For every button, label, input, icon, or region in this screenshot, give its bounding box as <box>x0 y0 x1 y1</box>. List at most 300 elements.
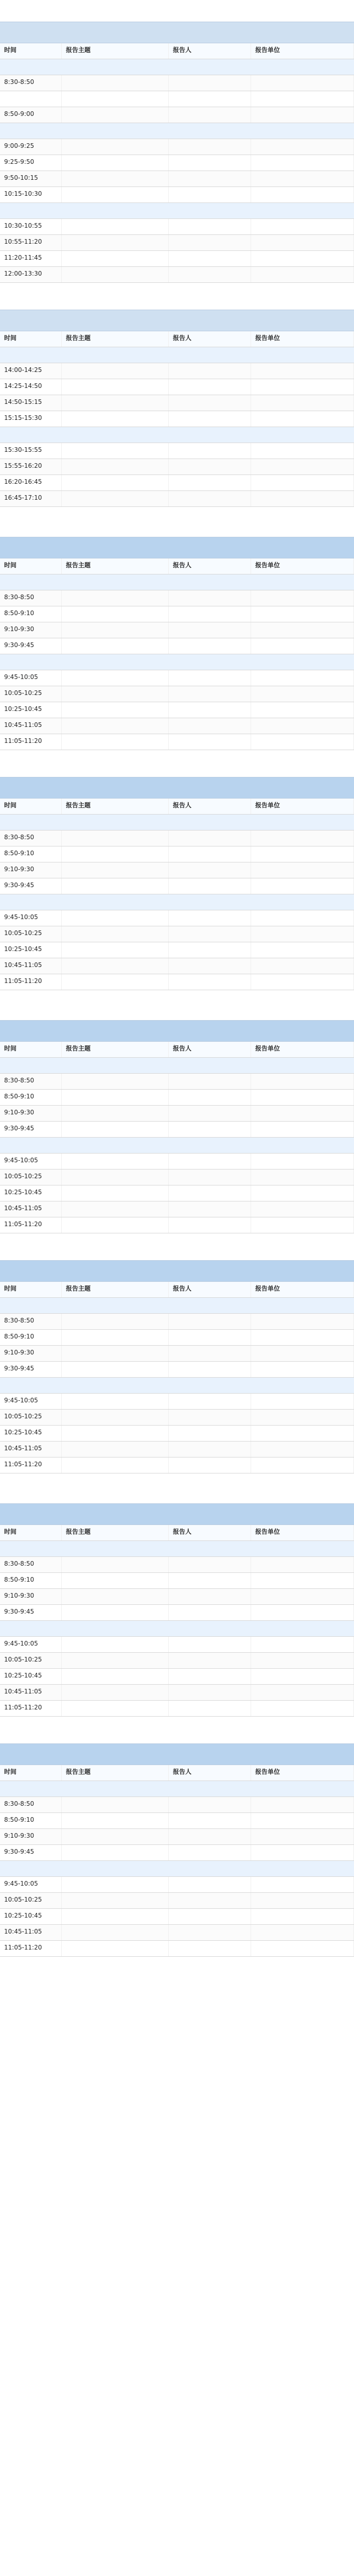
table-header-cell: 报告主题 <box>62 43 169 59</box>
row-time: 11:05-11:20 <box>0 1458 62 1473</box>
section-gap <box>0 1233 354 1239</box>
row-time: 10:05-10:25 <box>0 1893 62 1908</box>
row-time: 8:50-9:10 <box>0 1813 62 1828</box>
session-subheader <box>0 1541 354 1557</box>
table-header-cell: 报告单位 <box>251 1042 354 1057</box>
row-unit <box>251 1410 354 1425</box>
row-unit <box>251 1797 354 1812</box>
session-subheader-text <box>0 59 354 75</box>
row-time: 9:25-9:50 <box>0 155 62 171</box>
schedule-section <box>0 1722 354 1965</box>
row-time: 9:10-9:30 <box>0 1829 62 1844</box>
row-time: 10:05-10:25 <box>0 1653 62 1668</box>
row-speaker <box>169 1701 251 1716</box>
table-header-cell: 报告人 <box>169 799 251 814</box>
table-row <box>0 1330 354 1346</box>
row-time: 11:20-11:45 <box>0 251 62 266</box>
table-row <box>0 139 354 155</box>
table-header-cell: 报告主题 <box>62 799 169 814</box>
table-header-cell: 报告人 <box>169 1525 251 1540</box>
row-unit <box>251 686 354 702</box>
row-topic <box>62 1893 169 1908</box>
row-time: 9:30-9:45 <box>0 1845 62 1860</box>
table-header-cell: 时间 <box>0 1282 62 1297</box>
row-speaker <box>169 251 251 266</box>
row-speaker <box>169 459 251 474</box>
session-subheader-text <box>0 894 354 910</box>
row-time: 9:45-10:05 <box>0 1394 62 1409</box>
session-subheader-text <box>0 347 354 363</box>
row-time: 9:30-9:45 <box>0 1122 62 1137</box>
row-time: 10:25-10:45 <box>0 1185 62 1201</box>
table-row <box>0 1893 354 1909</box>
table-row <box>0 1122 354 1138</box>
row-topic <box>62 1090 169 1105</box>
row-unit <box>251 1426 354 1441</box>
row-unit <box>251 718 354 734</box>
session-subheader <box>0 1298 354 1314</box>
table-header-cell: 报告主题 <box>62 1525 169 1540</box>
session-band <box>0 310 354 331</box>
row-speaker <box>169 395 251 411</box>
row-time: 10:05-10:25 <box>0 1410 62 1425</box>
row-unit <box>251 1637 354 1652</box>
row-time: 10:45-11:05 <box>0 718 62 734</box>
row-unit <box>251 1442 354 1457</box>
row-unit <box>251 910 354 926</box>
date-line <box>0 998 354 1020</box>
row-time: 8:30-8:50 <box>0 1314 62 1329</box>
session-subheader-text <box>0 1621 354 1636</box>
row-speaker <box>169 1185 251 1201</box>
row-speaker <box>169 942 251 958</box>
row-topic <box>62 1458 169 1473</box>
row-time: 10:15-10:30 <box>0 187 62 202</box>
row-speaker <box>169 1122 251 1137</box>
row-time: 9:45-10:05 <box>0 1637 62 1652</box>
row-speaker <box>169 379 251 395</box>
row-time: 10:25-10:45 <box>0 702 62 718</box>
row-unit <box>251 878 354 894</box>
row-speaker <box>169 267 251 282</box>
row-topic <box>62 1426 169 1441</box>
table-row <box>0 251 354 267</box>
session-subheader <box>0 1621 354 1637</box>
row-unit <box>251 1557 354 1572</box>
table-row <box>0 91 354 107</box>
row-unit <box>251 1845 354 1860</box>
table-header-cell: 报告主题 <box>62 1765 169 1781</box>
row-unit <box>251 187 354 202</box>
row-unit <box>251 411 354 427</box>
row-speaker <box>169 974 251 990</box>
row-unit <box>251 1090 354 1105</box>
table-row <box>0 686 354 702</box>
row-unit <box>251 1573 354 1588</box>
row-time: 16:45-17:10 <box>0 491 62 506</box>
row-topic <box>62 606 169 622</box>
row-topic <box>62 139 169 155</box>
row-topic <box>62 1909 169 1924</box>
session-subheader <box>0 347 354 363</box>
schedule-section <box>0 515 354 755</box>
row-topic <box>62 846 169 862</box>
row-time: 9:10-9:30 <box>0 862 62 878</box>
row-speaker <box>169 926 251 942</box>
row-unit <box>251 1653 354 1668</box>
row-topic <box>62 491 169 506</box>
table-row <box>0 1442 354 1458</box>
section-gap <box>0 750 354 755</box>
row-speaker <box>169 1362 251 1377</box>
row-speaker <box>169 1637 251 1652</box>
table-row <box>0 1426 354 1442</box>
table-row <box>0 363 354 379</box>
table-header-cell: 报告人 <box>169 1042 251 1057</box>
row-speaker <box>169 1090 251 1105</box>
session-subheader <box>0 1138 354 1154</box>
table-header-cell: 报告人 <box>169 1282 251 1297</box>
row-unit <box>251 1122 354 1137</box>
table-row <box>0 926 354 942</box>
table-header-cell: 报告主题 <box>62 1042 169 1057</box>
table-row <box>0 942 354 958</box>
table-row <box>0 395 354 411</box>
table-header <box>0 1282 354 1298</box>
row-speaker <box>169 1893 251 1908</box>
row-topic <box>62 1201 169 1217</box>
row-speaker <box>169 1925 251 1940</box>
row-speaker <box>169 1845 251 1860</box>
table-header <box>0 1525 354 1541</box>
row-unit <box>251 958 354 974</box>
row-unit <box>251 846 354 862</box>
table-row <box>0 379 354 395</box>
row-topic <box>62 1589 169 1604</box>
table-row <box>0 1909 354 1925</box>
row-speaker <box>169 443 251 459</box>
row-unit <box>251 1701 354 1716</box>
row-speaker <box>169 846 251 862</box>
row-time: 10:25-10:45 <box>0 1426 62 1441</box>
row-unit <box>251 491 354 506</box>
schedule-section <box>0 1482 354 1722</box>
row-speaker <box>169 235 251 250</box>
row-time: 11:05-11:20 <box>0 1941 62 1956</box>
row-speaker <box>169 1314 251 1329</box>
session-subheader <box>0 1058 354 1074</box>
row-time: 8:50-9:10 <box>0 1090 62 1105</box>
table-row <box>0 1653 354 1669</box>
row-time: 15:55-16:20 <box>0 459 62 474</box>
row-unit <box>251 395 354 411</box>
row-speaker <box>169 1442 251 1457</box>
row-time: 11:05-11:20 <box>0 974 62 990</box>
row-speaker <box>169 606 251 622</box>
table-row <box>0 1701 354 1717</box>
row-topic <box>62 379 169 395</box>
row-topic <box>62 1653 169 1668</box>
table-row <box>0 638 354 654</box>
row-topic <box>62 862 169 878</box>
row-time: 10:30-10:55 <box>0 219 62 234</box>
row-speaker <box>169 1557 251 1572</box>
session-subheader <box>0 59 354 75</box>
row-speaker <box>169 1106 251 1121</box>
row-time: 8:50-9:10 <box>0 1330 62 1345</box>
table-row <box>0 974 354 990</box>
row-speaker <box>169 1797 251 1812</box>
row-topic <box>62 1669 169 1684</box>
row-time: 10:45-11:05 <box>0 1925 62 1940</box>
row-speaker <box>169 1154 251 1169</box>
row-topic <box>62 958 169 974</box>
session-band <box>0 537 354 558</box>
row-speaker <box>169 1458 251 1473</box>
session-subheader-text <box>0 574 354 590</box>
session-subheader <box>0 123 354 139</box>
table-header-cell: 报告主题 <box>62 1282 169 1297</box>
row-unit <box>251 1314 354 1329</box>
row-topic <box>62 942 169 958</box>
row-topic <box>62 670 169 686</box>
section-gap <box>0 283 354 288</box>
table-row <box>0 219 354 235</box>
schedule-section <box>0 755 354 998</box>
row-topic <box>62 1442 169 1457</box>
row-topic <box>62 702 169 718</box>
table-row <box>0 606 354 622</box>
row-speaker <box>169 91 251 107</box>
row-unit <box>251 1330 354 1345</box>
row-unit <box>251 926 354 942</box>
row-topic <box>62 1346 169 1361</box>
table-row <box>0 590 354 606</box>
session-subheader <box>0 203 354 219</box>
session-subheader-text <box>0 427 354 443</box>
session-subheader-text <box>0 203 354 218</box>
date-line <box>0 1722 354 1743</box>
row-topic <box>62 411 169 427</box>
table-row <box>0 718 354 734</box>
row-speaker <box>169 1394 251 1409</box>
schedule-section <box>0 1239 354 1482</box>
row-unit <box>251 91 354 107</box>
row-time: 9:30-9:45 <box>0 1362 62 1377</box>
table-header-cell: 时间 <box>0 1042 62 1057</box>
row-topic <box>62 155 169 171</box>
row-time: 11:05-11:20 <box>0 734 62 750</box>
row-time: 8:50-9:10 <box>0 606 62 622</box>
row-speaker <box>169 1669 251 1684</box>
row-topic <box>62 395 169 411</box>
row-unit <box>251 219 354 234</box>
row-topic <box>62 443 169 459</box>
table-row <box>0 1314 354 1330</box>
row-time: 14:50-15:15 <box>0 395 62 411</box>
row-time: 8:50-9:00 <box>0 107 62 123</box>
row-topic <box>62 1362 169 1377</box>
row-unit <box>251 1346 354 1361</box>
row-topic <box>62 1941 169 1956</box>
row-topic <box>62 1330 169 1345</box>
table-header-cell: 时间 <box>0 558 62 574</box>
row-time: 14:25-14:50 <box>0 379 62 395</box>
row-speaker <box>169 411 251 427</box>
table-header-cell: 报告单位 <box>251 1525 354 1540</box>
session-subheader <box>0 894 354 910</box>
table-header-cell: 时间 <box>0 43 62 59</box>
row-topic <box>62 459 169 474</box>
row-time: 15:30-15:55 <box>0 443 62 459</box>
table-header-cell: 报告主题 <box>62 331 169 347</box>
section-gap <box>0 1957 354 1965</box>
row-topic <box>62 75 169 91</box>
session-subheader <box>0 1861 354 1877</box>
table-header <box>0 1042 354 1058</box>
row-time: 8:30-8:50 <box>0 1797 62 1812</box>
row-topic <box>62 1605 169 1620</box>
row-time: 15:15-15:30 <box>0 411 62 427</box>
row-topic <box>62 1394 169 1409</box>
session-subheader <box>0 1378 354 1394</box>
row-speaker <box>169 1605 251 1620</box>
row-time: 8:50-9:10 <box>0 846 62 862</box>
table-row <box>0 1217 354 1233</box>
table-row <box>0 958 354 974</box>
table-row <box>0 443 354 459</box>
table-row <box>0 1589 354 1605</box>
session-band <box>0 1503 354 1525</box>
table-header-cell: 报告人 <box>169 331 251 347</box>
date-line <box>0 515 354 537</box>
row-unit <box>251 1877 354 1892</box>
table-row <box>0 670 354 686</box>
row-time: 10:25-10:45 <box>0 1909 62 1924</box>
row-unit <box>251 1201 354 1217</box>
table-row <box>0 1458 354 1473</box>
table-row <box>0 831 354 846</box>
table-row <box>0 1201 354 1217</box>
row-topic <box>62 1813 169 1828</box>
row-unit <box>251 606 354 622</box>
table-row <box>0 1106 354 1122</box>
row-speaker <box>169 155 251 171</box>
date-line <box>0 1482 354 1503</box>
table-header-cell: 报告人 <box>169 1765 251 1781</box>
row-speaker <box>169 171 251 187</box>
row-unit <box>251 267 354 282</box>
row-time: 10:05-10:25 <box>0 1170 62 1185</box>
session-subheader <box>0 574 354 590</box>
table-row <box>0 1605 354 1621</box>
row-unit <box>251 1829 354 1844</box>
table-header-cell: 报告人 <box>169 558 251 574</box>
row-time: 10:45-11:05 <box>0 1685 62 1700</box>
table-row <box>0 75 354 91</box>
row-speaker <box>169 1909 251 1924</box>
row-time: 8:30-8:50 <box>0 75 62 91</box>
table-row <box>0 910 354 926</box>
row-unit <box>251 1154 354 1169</box>
table-header-cell: 报告单位 <box>251 1765 354 1781</box>
row-unit <box>251 1394 354 1409</box>
table-row <box>0 1090 354 1106</box>
row-topic <box>62 1106 169 1121</box>
row-time: 8:30-8:50 <box>0 590 62 606</box>
row-topic <box>62 1845 169 1860</box>
table-row <box>0 491 354 507</box>
row-topic <box>62 910 169 926</box>
table-header-cell: 报告单位 <box>251 558 354 574</box>
schedule-section <box>0 288 354 515</box>
row-unit <box>251 235 354 250</box>
row-speaker <box>169 1653 251 1668</box>
session-subheader-text <box>0 1298 354 1313</box>
row-time: 10:45-11:05 <box>0 1201 62 1217</box>
table-row <box>0 1074 354 1090</box>
table-header-cell: 报告人 <box>169 43 251 59</box>
table-header <box>0 558 354 574</box>
row-speaker <box>169 862 251 878</box>
row-time: 9:10-9:30 <box>0 1589 62 1604</box>
row-speaker <box>169 1217 251 1233</box>
row-speaker <box>169 107 251 123</box>
date-line <box>0 288 354 310</box>
session-band <box>0 777 354 799</box>
row-speaker <box>169 1074 251 1089</box>
table-row <box>0 846 354 862</box>
row-topic <box>62 1154 169 1169</box>
row-unit <box>251 1893 354 1908</box>
date-line <box>0 1239 354 1260</box>
row-time: 9:45-10:05 <box>0 1154 62 1169</box>
row-topic <box>62 974 169 990</box>
row-unit <box>251 1605 354 1620</box>
row-time: 9:10-9:30 <box>0 622 62 638</box>
row-topic <box>62 878 169 894</box>
session-band <box>0 1020 354 1042</box>
row-topic <box>62 590 169 606</box>
row-time: 10:05-10:25 <box>0 686 62 702</box>
row-speaker <box>169 622 251 638</box>
table-row <box>0 187 354 203</box>
table-row <box>0 475 354 491</box>
row-speaker <box>169 1813 251 1828</box>
table-row <box>0 862 354 878</box>
row-topic <box>62 1122 169 1137</box>
row-topic <box>62 622 169 638</box>
row-speaker <box>169 702 251 718</box>
row-speaker <box>169 1829 251 1844</box>
row-topic <box>62 1701 169 1716</box>
row-unit <box>251 638 354 654</box>
session-subheader-text <box>0 654 354 670</box>
table-row <box>0 1557 354 1573</box>
row-topic <box>62 187 169 202</box>
row-topic <box>62 1573 169 1588</box>
table-header <box>0 1765 354 1781</box>
row-unit <box>251 974 354 990</box>
row-topic <box>62 1685 169 1700</box>
row-time: 10:45-11:05 <box>0 958 62 974</box>
session-subheader-text <box>0 1781 354 1797</box>
table-header-cell: 报告单位 <box>251 43 354 59</box>
row-unit <box>251 379 354 395</box>
row-unit <box>251 171 354 187</box>
row-topic <box>62 267 169 282</box>
row-time: 9:50-10:15 <box>0 171 62 187</box>
